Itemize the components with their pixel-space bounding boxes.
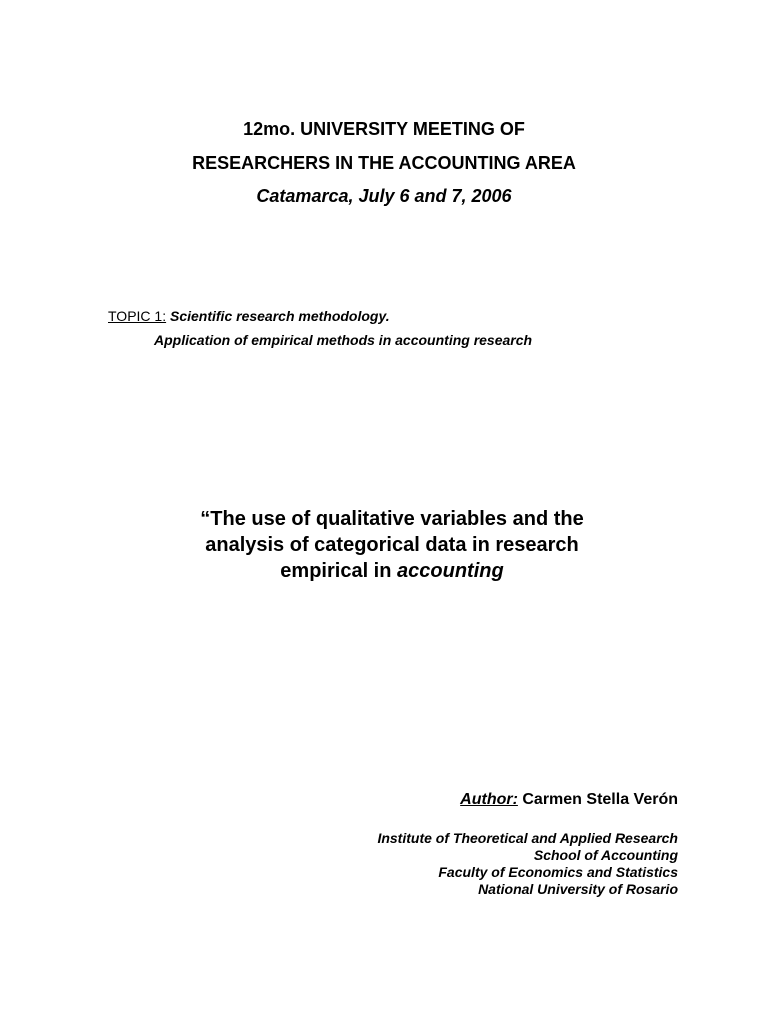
author-name: Carmen Stella Verón: [522, 791, 678, 808]
meeting-location-date: Catamarca, July 6 and 7, 2006: [256, 186, 512, 206]
paper-title-line-3-prefix: empirical in: [280, 560, 398, 582]
author-label: Author:: [460, 791, 518, 808]
meeting-title-line-2: RESEARCHERS IN THE ACCOUNTING AREA: [192, 153, 576, 173]
author-line: [460, 791, 678, 809]
meeting-title-line-1: 12mo. UNIVERSITY MEETING OF: [243, 119, 525, 139]
topic-value: Scientific research methodology.: [169, 308, 390, 324]
affiliation-school: School of Accounting: [533, 847, 678, 863]
topic-label: TOPIC 1:: [108, 308, 167, 324]
affiliation-faculty: Faculty of Economics and Statistics: [438, 864, 678, 880]
paper-title-line-1: “The use of qualitative variables and the: [200, 508, 584, 530]
affiliation-university: National University of Rosario: [478, 881, 678, 897]
paper-title-line-3: [0, 560, 768, 583]
paper-title-line-2: analysis of categorical data in research: [205, 534, 579, 556]
affiliation-institute: Institute of Theoretical and Applied Research: [377, 830, 678, 846]
paper-title-italic-word: accounting: [397, 560, 504, 582]
topic-subtitle: Application of empirical methods in accounting research: [154, 332, 533, 348]
topic-line: [108, 308, 390, 324]
